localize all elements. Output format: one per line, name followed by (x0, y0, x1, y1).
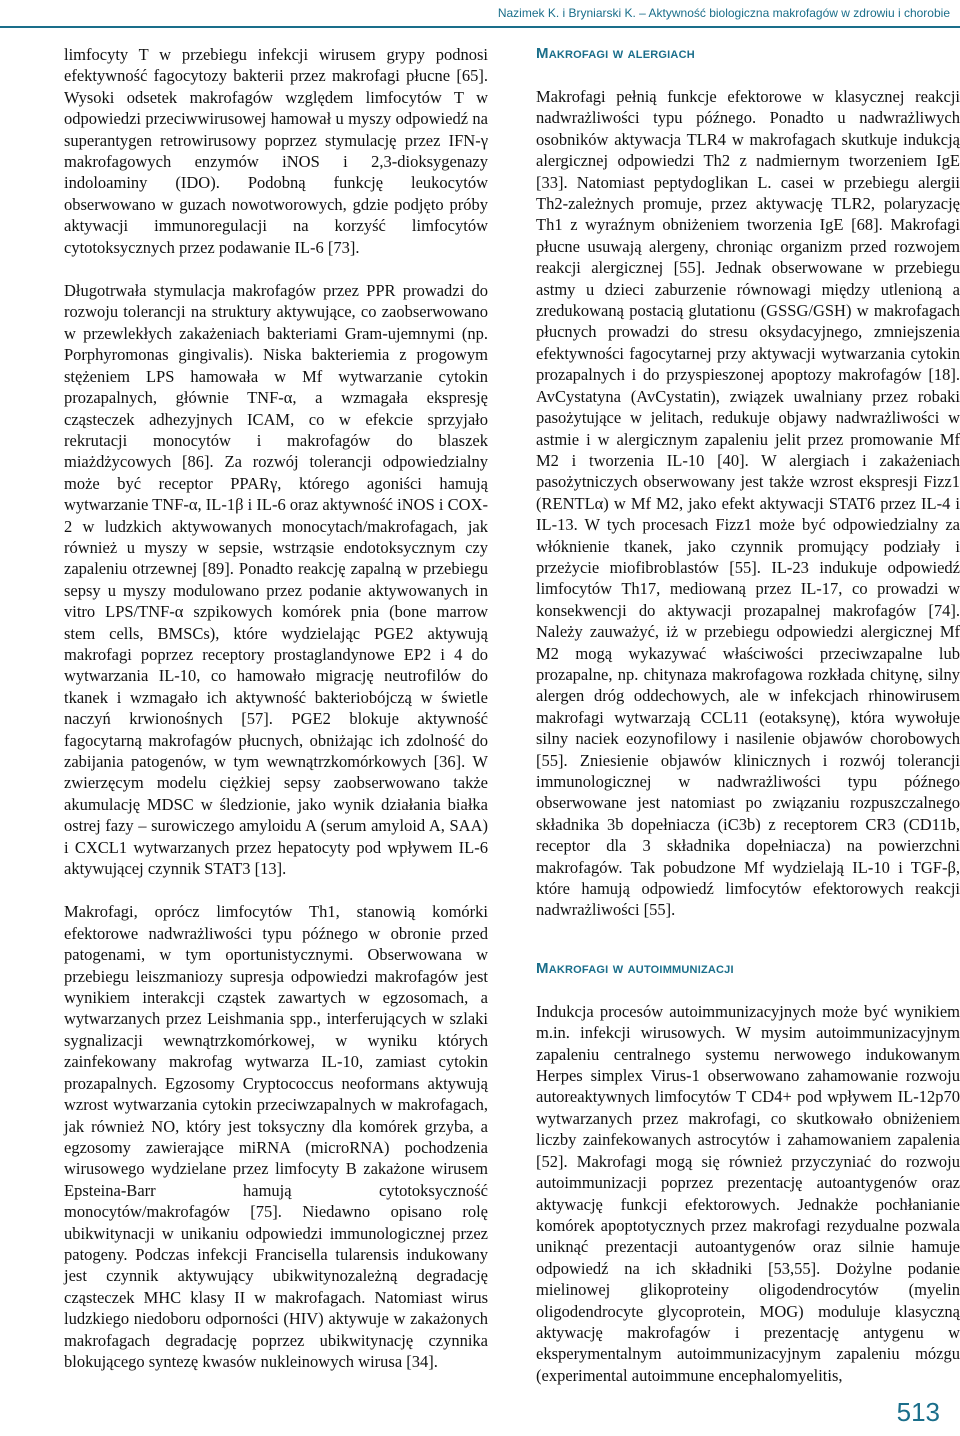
paragraph: Indukcja procesów autoimmunizacyjnych może być wynikiem m.in. infekcji wirusowych. W mysim autoimmunizacyjnym zapaleniu centralnego systemu nerwowego indukowanym Herpes simplex Virus-1 obserwowano zahamowanie rozwoju autoreaktywnych limfocytów T CD4+ pod wpływem IL-12p70 wytwarzanych przez makrofagi, co skutkowało obniżeniem liczby zainfekowanych astrocytów i zahamowaniem zapalenia [52]. Makrofagi mogą się również przyczyniać do rozwoju autoimmunizacji poprzez prezentację autoantygenów oraz aktywację funkcji efektorowych. Jednakże pochłanianie komórek apoptotycznych przez makrofagi rezydualne pozwala uniknąć prezentacji autoantygenów oraz silnie hamuje odpowiedź na ich składniki [53,55]. Dożylne podanie mielinowej glikoproteiny oligodendrocytów (myelin oligodendrocyte glycoprotein, MOG) moduluje klasyczną aktywację makrofagów i prezentację antygenu w eksperymentalnym autoimmunizacyjnym zapaleniu mózgu (experimental autoimmune encephalomyelitis, (536, 1001, 960, 1385)
page-number: 513 (896, 1397, 940, 1427)
section-heading-autoimmunity: Makrofagi w autoimmunizacji (536, 959, 734, 977)
paragraph: Długotrwała stymulacja makrofagów przez PPR prowadzi do rozwoju tolerancji na struktury aktywujące, co zaobserwowano w przewlekłych zakażeniach bakteriami Gram-ujemnymi (np. Porphyromonas gingivalis). Niska bakteriemia z progowym stężeniem LPS hamowała w Mf wytwarzanie cytokin prozapalnych, głównie TNF-α, a wzmagała ekspresję cząsteczek adhezyjnych ICAM, co w efekcie sprzyjało rekrutacji monocytów i makrofagów do blaszek miażdżycowych [86]. Za rozwój tolerancji odpowiedzialny może być receptor PPARγ, którego agoniści hamują wytwarzanie TNF-α, IL-1β i IL-6 oraz aktywność iNOS i COX-2 w ludzkich aktywowanych monocytach/makrofagach, jak również u myszy w sepsie, wstrząsie endotoksycznym czy zapaleniu otrzewnej [89]. Ponadto reakcję zapalną w przebiegu sepsy u myszy modulowano przez podanie aktywowanych in vitro LPS/TNF-α szpikowych komórek pnia (bone marrow stem cells, BMSCs), które wydzielając PGE2 aktywują makrofagi poprzez receptory prostaglandynowe EP2 i 4 do wytwarzania IL-10, co hamowało migrację neutrofilów do tkanek i wzmagało ich aktywność bakteriobójczą w świetle naczyń krwionośnych [57]. PGE2 blokuje aktywność fagocytarną makrofagów płucnych, obniżając ich zdolność do zabijania patogenów, w tym wewnątrzkomórkowych [36]. W zwierzęcym modelu ciężkiej sepsy zaobserwowano także akumulację MDSC w śledzionie, jako wynik działania białka ostrej fazy – surowiczego amyloidu A (serum amyloid A, SAA) i CXCL1 wytwarzanych przez hepatocyty pod wpływem IL-6 aktywującej czynnik STAT3 [13]. (64, 281, 488, 879)
section-heading-allergies: Makrofagi w alergiach (536, 45, 695, 62)
left-column (64, 44, 488, 1372)
paragraph: limfocyty T w przebiegu infekcji wirusem grypy podnosi efektywność fagocytozy bakterii przez makrofagi płucne [65]. Wysoki odsetek makrofagów względem limfocytów T w odpowiedzi przeciwwirusowej hamował u myszy odpowiedź na superantygen retrowirusowy poprzez stymulację przez IFN-γ makrofagowych enzymów iNOS i 2,3-dioksygenazy indoloaminy (IDO). Podobną funkcję leukocytów obserwowano w guzach nowotworowych, gdzie podjęto próby aktywacji immunoregulacji na korzyść limfocytów cytotoksycznych przez podawanie IL-6 [73]. (64, 45, 488, 257)
header-rule (0, 26, 960, 28)
paragraph: Makrofagi, oprócz limfocytów Th1, stanowią komórki efektorowe nadwrażliwości typu późnego w obronie przed patogenami, w tym oportunistycznymi. Obserwowana w przebiegu leiszmaniozy supresja odpowiedzi makrofagów jest wynikiem interakcji cząstek zawartych w egzosomach, a wytwarzanych przez Leishmania spp., interferujących w szlaki sygnalizacji wewnątrzkomórkowej, w wyniku których zainfekowany makrofag wytwarza IL-10, zamiast cytokin prozapalnych. Egzosomy Cryptococcus neoformans aktywują wzrost wytwarzania cytokin przeciwzapalnych w makrofagach, jak również NO, który jest toksyczny dla komórek grzyba, a egzosomy zawierające miRNA (microRNA) pochodzenia wirusowego wydzielane przez limfocyty B zakażone wirusem Epsteina-Barr hamują cytotoksyczność monocytów/makrofagów [75]. Niedawno opisano rolę ubikwitynacji w unikaniu odpowiedzi immunologicznej przez patogeny. Podczas infekcji Francisella tularensis indukowany jest czynnik aktywujący ubikwitynozależną degradację cząsteczek MHC klasy II w makrofagach. Natomiast wirus ludzkiego niedoboru odporności (HIV) aktywuje w zakażonych makrofagach degradację poprzez ubikwitynację czynnika blokującego syntezę kwasów nukleinowych wirusa [34]. (64, 902, 488, 1371)
running-header: Nazimek K. i Bryniarski K. – Aktywność biologiczna makrofagów w zdrowiu i chorobie (497, 6, 950, 20)
right-column (536, 44, 960, 1386)
paragraph: Makrofagi pełnią funkcje efektorowe w klasycznej reakcji nadwrażliwości typu późnego. Ponadto u nadwrażliwych osobników aktywacja TLR4 w makrofagach skutkuje indukcją alergicznej odpowiedzi Th2 z nadmiernym tworzeniem IgE [33]. Natomiast peptydoglikan L. casei w przebiegu alergii Th2-zależnych promuje, przez aktywację TLR2, polaryzację Th1 z wyraźnym obniżeniem tworzenia IgE [68]. Makrofagi płucne usuwają alergeny, chroniąc organizm przed rozwojem reakcji alergicznej [55]. Jednak obserwowane w przebiegu astmy u dzieci zaburzenie równowagi między utlenioną a zredukowaną postacią glutationu (GSSG/GSH) w makrofagach płucnych prowadzi do stresu oksydacyjnego, zmniejszenia efektywności fagocytarnej przy aktywacji wytwarzania cytokin prozapalnych i do przyspieszonej apoptozy makrofagów [18]. AvCystatyna (AvCystatin), związek uwalniany przez robaki pasożytujące w jelitach, redukuje objawy nadwrażliwości w astmie i w alergicznym zapaleniu jelit przez promowanie Mf M2 i tworzenia IL-10 [40]. W alergiach i zakażeniach pasożytniczych obserwowany jest także wzrost ekspresji Fizz1 (RENTLα) w Mf M2, jako efekt aktywacji STAT6 przez IL-4 i IL-13. W tych procesach Fizz1 może być odpowiedzialny za włóknienie tkanek, jako czynnik promujący podziały i przeżycie miofibroblastów [55]. IL-23 indukuje odpowiedź limfocytów Th17, mediowaną przez IL-17, co prowadzi w konsekwencji do aktywacji prozapalnej makrofagów [74]. Należy zauważyć, iż w przebiegu odpowiedzi alergicznej Mf M2 mogą wykazywać właściwości przeciwzapalne lub prozapalne, np. chitynaza makrofagowa rozkłada chitynę, silny alergen dróg oddechowych, ale w infekcjach rhinowirusem makrofagi wytwarzają CCL11 (eotaksynę), która wywołuje silny naciek eozynofilowy i nasilenie objawów chorobowych [55]. Zniesienie objawów klinicznych i rozwój tolerancji immunologicznej w nadwrażliwości typu późnego obserwowane jest natomiast po związaniu rozpuszczalnego składnika 3b dopełniacza (iC3b) z receptorem CR3 (CD11b, receptor dla 3 składnika dopełniacza) na powierzchni makrofagów. Tak pobudzone Mf wydzielają IL-10 i TGF-β, które hamują odpowiedź limfocytów efektorowych reakcji nadwrażliwości [55]. (536, 87, 960, 920)
